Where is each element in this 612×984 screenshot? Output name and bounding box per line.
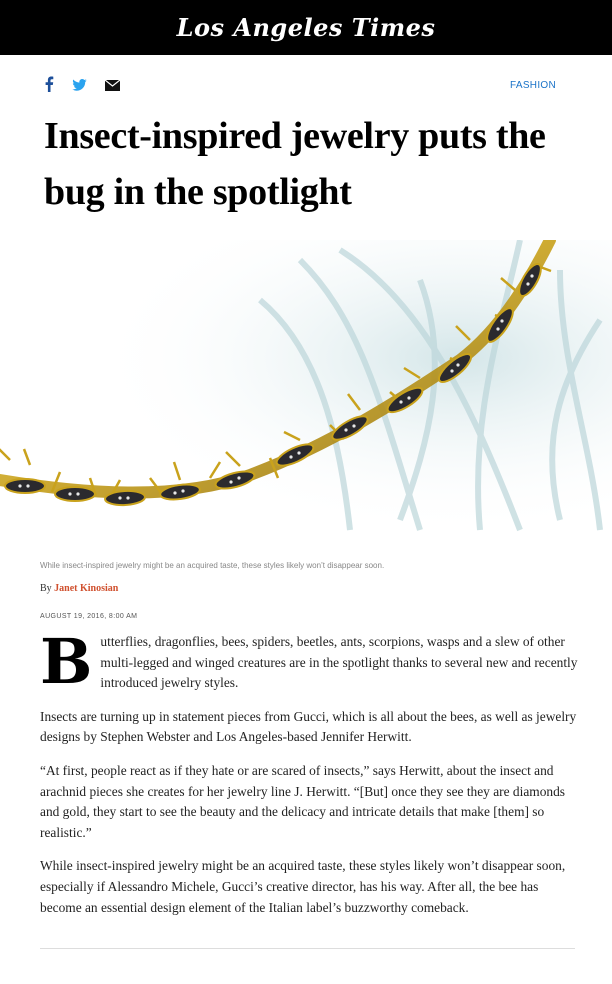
masthead-logo[interactable]: Los Angeles Times	[176, 13, 436, 42]
article-headline: Insect-inspired jewelry puts the bug in the spotlight	[44, 115, 546, 213]
masthead	[0, 0, 612, 55]
byline-prefix: By	[40, 583, 52, 594]
paragraph-3: “At first, people react as if they hate or are scared of insects,” says Herwitt, about the insect and arachnid pieces she creates for her jewelry line J. Herwitt. “[But] once they see they are diamonds and gold, they start to see the beauty and the delicacy and intricate details that make [them] so realistic.”	[40, 762, 565, 840]
author-link[interactable]: Janet Kinosian	[54, 583, 119, 594]
paragraph-1	[40, 625, 578, 698]
share-bar	[44, 76, 120, 97]
divider	[40, 948, 575, 949]
section-link-fashion[interactable]: FASHION	[510, 80, 556, 91]
twitter-icon[interactable]	[72, 78, 87, 96]
paragraph-4: While insect-inspired jewelry might be an acquired taste, these styles likely won’t disappear soon, especially if Alessandro Michele, Gucci’s creative director, has his way. After all, the bee has become an essential design element of the Italian label’s buzzworthy comeback.	[40, 858, 566, 915]
facebook-icon[interactable]	[44, 76, 54, 97]
byline	[40, 583, 118, 594]
email-icon[interactable]	[105, 78, 120, 96]
drop-cap: B	[40, 625, 93, 698]
article-body	[40, 625, 578, 931]
image-caption: While insect-inspired jewelry might be an acquired taste, these styles likely won’t disappear soon.	[40, 561, 385, 570]
hero-image	[0, 240, 612, 535]
paragraph-1-text: utterflies, dragonflies, bees, spiders, beetles, ants, scorpions, wasps and a slew of other multi-legged and winged creatures are in the spotlight thanks to several new and recently introduced jewelry styles.	[100, 634, 578, 691]
publish-date: AUGUST 19, 2016, 8:00 AM	[40, 613, 138, 620]
paragraph-2: Insects are turning up in statement pieces from Gucci, which is all about the bees, as well as jewelry designs by Stephen Webster and Los Angeles-based Jennifer Herwitt.	[40, 708, 577, 745]
